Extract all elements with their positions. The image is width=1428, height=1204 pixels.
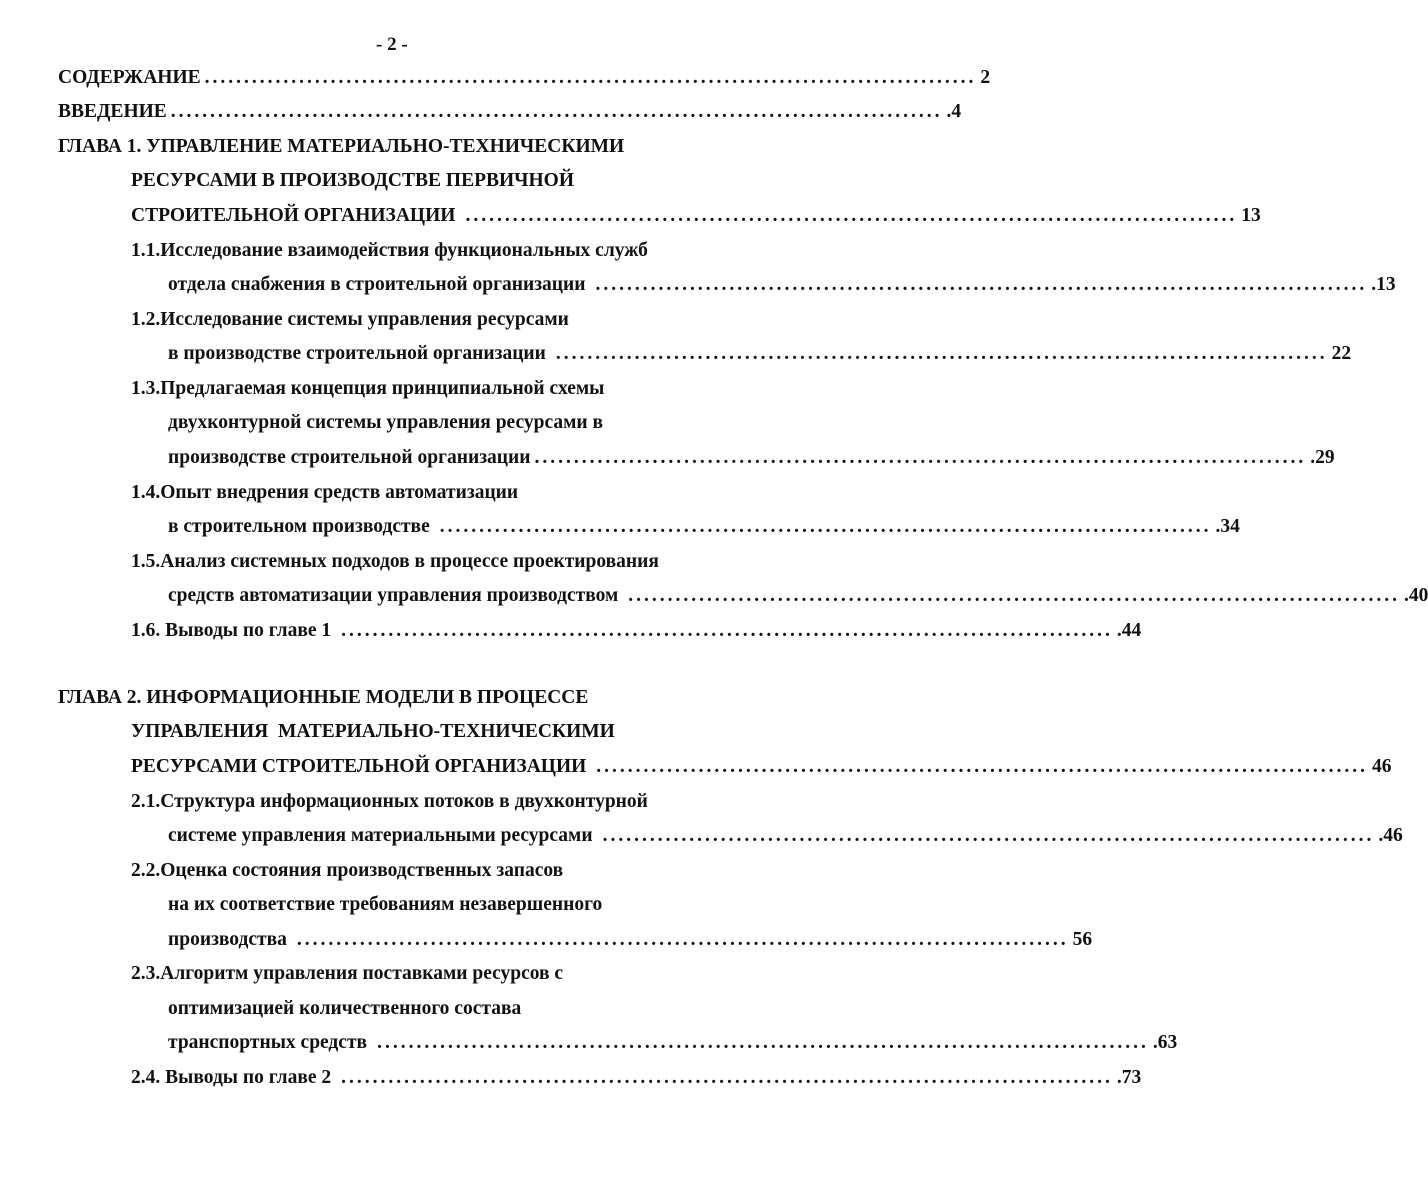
section-1-3-line1[interactable]: 1.3.Предлагаемая концепция принципиальной схемы (131, 378, 605, 399)
toc-title: средств автоматизации управления производством (168, 585, 619, 606)
toc-entry-section-2-4[interactable] (131, 1064, 1142, 1092)
toc-leader: .................................................................................................. (628, 585, 1401, 606)
toc-entry-section-1-6[interactable] (131, 617, 1142, 645)
toc-title: 1.6. Выводы по главе 1 (131, 620, 332, 641)
section-1-3-line2: двухконтурной системы управления ресурсами в (168, 412, 604, 433)
toc-page: 13 (1241, 205, 1261, 226)
toc-entry-section-1-2[interactable] (168, 340, 1352, 368)
toc-leader: .................................................................................................. (439, 516, 1212, 537)
toc-leader: .................................................................................................. (341, 1067, 1113, 1088)
chapter-2-title-line1[interactable]: ГЛАВА 2. ИНФОРМАЦИОННЫЕ МОДЕЛИ В ПРОЦЕССЕ (58, 687, 589, 708)
section-1-2-line1[interactable]: 1.2.Исследование системы управления ресурсами (131, 309, 569, 330)
toc-page: .63 (1152, 1032, 1178, 1053)
toc-entry-chapter-1[interactable] (131, 202, 1261, 230)
toc-page: .4 (946, 101, 962, 122)
toc-entry-section-1-4[interactable] (168, 513, 1240, 541)
toc-entry-section-1-5[interactable] (168, 582, 1428, 610)
toc-page: .46 (1378, 825, 1403, 846)
toc-page: .13 (1371, 274, 1396, 295)
chapter-2-title-line2: УПРАВЛЕНИЯ МАТЕРИАЛЬНО-ТЕХНИЧЕСКИМИ (131, 721, 615, 742)
toc-title: 2.4. Выводы по главе 2 (131, 1067, 332, 1088)
toc-leader: .................................................................................................. (595, 274, 1368, 295)
toc-title: РЕСУРСАМИ СТРОИТЕЛЬНОЙ ОРГАНИЗАЦИИ (131, 756, 587, 777)
toc-leader: .................................................................................................. (602, 825, 1375, 846)
toc-title: СТРОИТЕЛЬНОЙ ОРГАНИЗАЦИИ (131, 205, 456, 226)
chapter-1-title-line1[interactable]: ГЛАВА 1. УПРАВЛЕНИЕ МАТЕРИАЛЬНО-ТЕХНИЧЕСКИМИ (58, 136, 625, 157)
toc-leader: .................................................................................................. (555, 343, 1328, 364)
toc-leader: .................................................................................................. (596, 756, 1369, 777)
toc-page: .73 (1116, 1067, 1142, 1088)
section-2-3-line2: оптимизацией количественного состава (168, 998, 522, 1019)
toc-title: СОДЕРЖАНИЕ (58, 67, 201, 88)
toc-page: .40 (1404, 585, 1428, 606)
toc-leader: .................................................................................................. (296, 929, 1069, 950)
toc-leader: .................................................................................................. (170, 101, 943, 122)
toc-entry-section-2-3[interactable] (168, 1029, 1178, 1057)
toc-title: отдела снабжения в строительной организации (168, 274, 586, 295)
toc-page: 46 (1372, 756, 1392, 777)
section-2-3-line1[interactable]: 2.3.Алгоритм управления поставками ресурсов с (131, 963, 564, 984)
section-1-1-line1[interactable]: 1.1.Исследование взаимодействия функциональных служб (131, 240, 648, 261)
toc-leader: .................................................................................................. (465, 205, 1238, 226)
chapter-1-title-line2: РЕСУРСАМИ В ПРОИЗВОДСТВЕ ПЕРВИЧНОЙ (131, 170, 574, 191)
toc-page: .44 (1116, 620, 1142, 641)
toc-leader: .................................................................................................. (377, 1032, 1149, 1053)
toc-entry-section-2-2[interactable] (168, 926, 1093, 954)
toc-entry-section-1-3[interactable] (168, 444, 1335, 472)
toc-title: производства (168, 929, 287, 950)
toc-page: .34 (1215, 516, 1240, 537)
toc-page: 22 (1331, 343, 1352, 364)
toc-title: производстве строительной организации (168, 447, 531, 468)
toc-title: транспортных средств (168, 1032, 368, 1053)
toc-title: системе управления материальными ресурсами (168, 825, 593, 846)
section-2-2-line1[interactable]: 2.2.Оценка состояния производственных запасов (131, 860, 564, 881)
section-2-2-line2: на их соответствие требованиям незавершенного (168, 894, 603, 915)
toc-leader: .................................................................................................. (534, 447, 1307, 468)
toc-leader: .................................................................................................. (204, 67, 977, 88)
toc-entry-section-1-1[interactable] (168, 271, 1396, 299)
toc-entry-contents[interactable] (58, 64, 991, 92)
section-2-1-line1[interactable]: 2.1.Структура информационных потоков в двухконтурной (131, 791, 648, 812)
toc-page: .29 (1310, 447, 1335, 468)
toc-entry-intro[interactable] (58, 98, 962, 126)
page-number: - 2 - (376, 34, 408, 55)
toc-leader: .................................................................................................. (341, 620, 1113, 641)
section-1-4-line1[interactable]: 1.4.Опыт внедрения средств автоматизации (131, 482, 519, 503)
toc-entry-chapter-2[interactable] (131, 753, 1392, 781)
toc-title: ВВЕДЕНИЕ (58, 101, 167, 122)
toc-title: в строительном производстве (168, 516, 430, 537)
toc-entry-section-2-1[interactable] (168, 822, 1403, 850)
toc-page: 2 (980, 67, 991, 88)
section-1-5-line1[interactable]: 1.5.Анализ системных подходов в процессе проектирования (131, 551, 659, 572)
toc-title: в производстве строительной организации (168, 343, 546, 364)
toc-page: 56 (1072, 929, 1093, 950)
